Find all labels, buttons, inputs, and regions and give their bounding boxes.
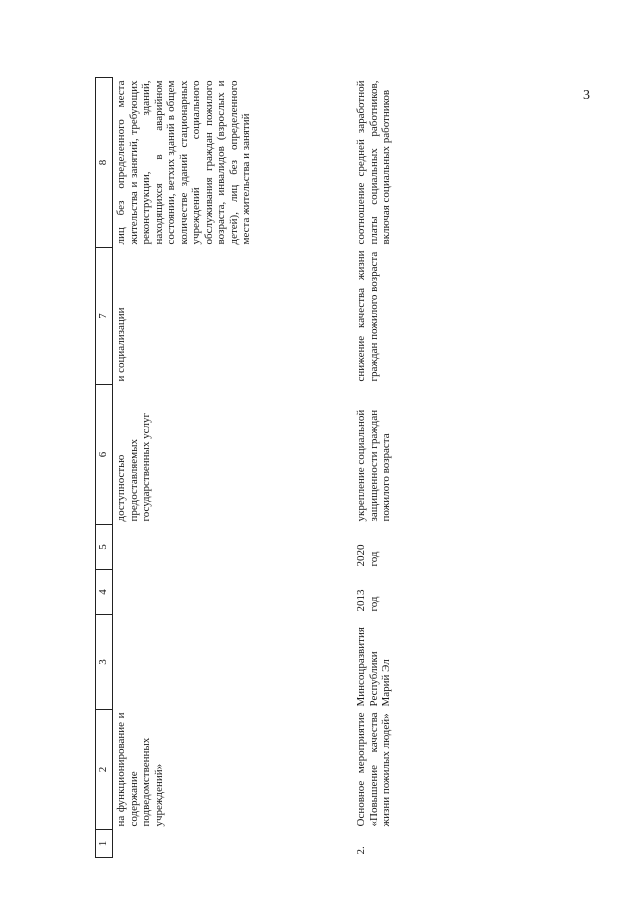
- header-cell: 5: [96, 525, 113, 570]
- end-year-cell: 2020 год: [355, 544, 380, 567]
- table-row: [347, 78, 395, 858]
- start-year-cell: [113, 570, 348, 615]
- row-number: 2.: [355, 846, 367, 855]
- expected-result-cell: доступностью предоставляемых государственных услуг: [115, 412, 152, 522]
- expected-result-cell: укрепление социальной защищенности граждан пожилого возраста: [355, 409, 392, 522]
- page-number: 3: [583, 88, 590, 103]
- header-cell: 1: [96, 830, 113, 858]
- start-year-cell: 2013 год: [355, 589, 380, 612]
- consequences-cell: снижение качества жизни граждан пожилого возраста: [355, 250, 380, 382]
- header-cell: 7: [96, 248, 113, 385]
- activity-name-cell: Основное мероприятие «Повышение качества жизни пожилых людей»: [355, 712, 392, 827]
- table-header-row: [96, 78, 113, 858]
- indicator-cell: соотношение средней заработной платы социальных работников, включая социальных работников: [355, 80, 392, 245]
- responsible-cell: Минсоцразвития Республики Марий Эл: [355, 627, 392, 707]
- program-table: [95, 77, 395, 858]
- activity-name-cell: на функционирование и содержание подведомственных учреждений»: [115, 712, 165, 827]
- header-cell: 4: [96, 570, 113, 615]
- rotated-table-container: [95, 78, 535, 858]
- responsible-cell: [113, 615, 348, 710]
- indicator-cell: лиц без определенного места жительства и занятий, требующих реконструкции, зданий, находящихся в аварийном состоянии, ветхих зданий в общем количестве зданий стационарных учреждений социального обслуживания граждан пожилого возраста, инвалидов (взрослых и детей), лиц без определенного места жительства и занятий: [115, 80, 252, 245]
- header-cell: 2: [96, 710, 113, 830]
- header-cell: 3: [96, 615, 113, 710]
- end-year-cell: [113, 525, 348, 570]
- table-row: [113, 78, 348, 858]
- consequences-cell: и социализации: [115, 307, 127, 382]
- header-cell: 8: [96, 78, 113, 248]
- row-number: [113, 830, 348, 858]
- header-cell: 6: [96, 385, 113, 525]
